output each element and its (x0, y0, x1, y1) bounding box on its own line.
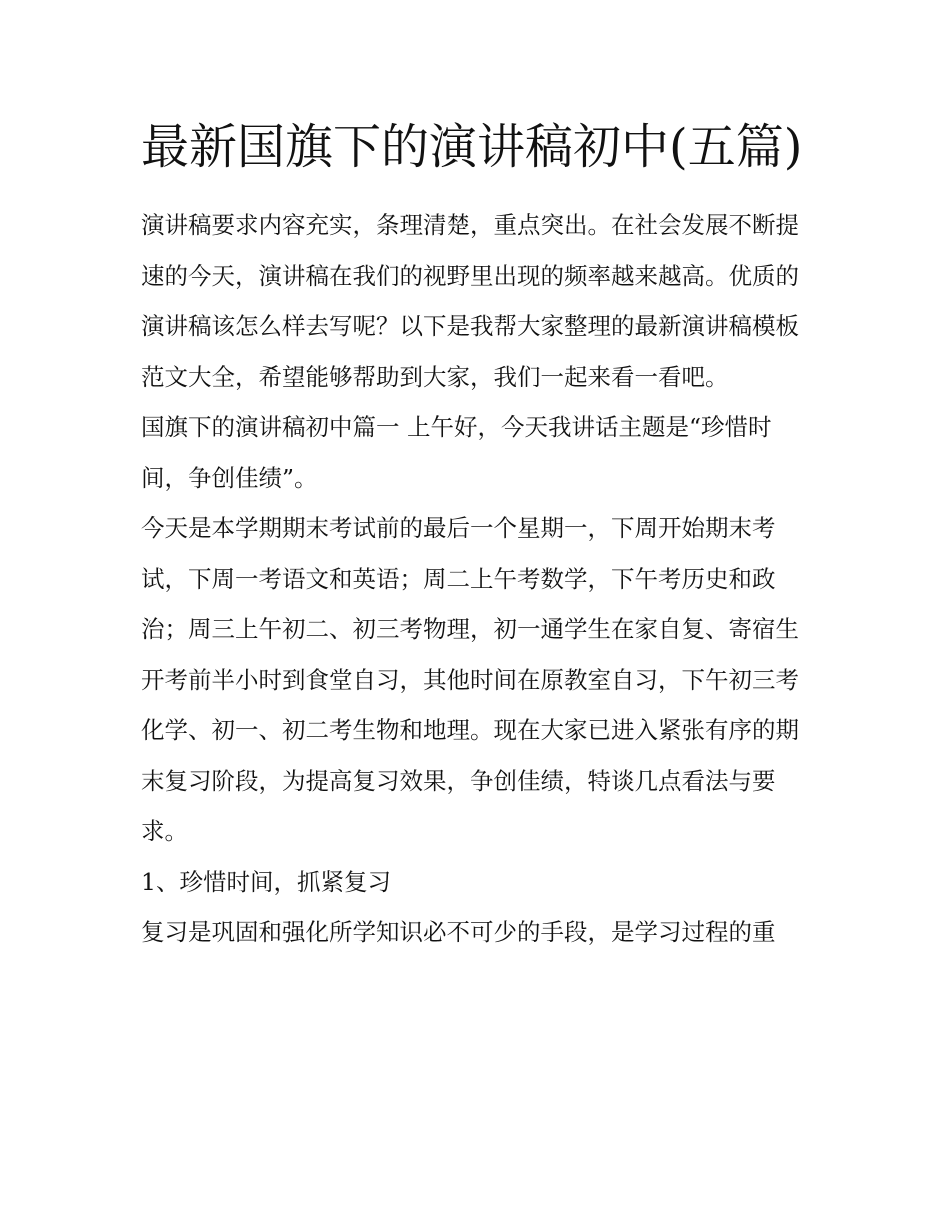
paragraph-speech-opening: 国旗下的演讲稿初中篇一 上午好，今天我讲话主题是“珍惜时间，争创佳绩”。 (141, 413, 772, 492)
paragraph-review: 复习是巩固和强化所学知识必不可少的手段，是学习过程的重 (141, 918, 776, 946)
paragraph-exam-schedule: 今天是本学期期末考试前的最后一个星期一，下周开始期末考试，下周一考语文和英语；周二上午考数学，下午考历史和政治；周三上午初二、初三考物理，初一通学生在家自复、寄宿生开考前半小时到食堂自习，其他时间在原教室自习，下午初三考化学、初一、初二考生物和地理。现在大家已进入紧张有序的期末复习阶段，为提高复习效果，争创佳绩，特谈几点看法与要求。 (141, 514, 799, 845)
section-heading-1: 1、珍惜时间，抓紧复习 (141, 867, 391, 896)
document-body (141, 112, 816, 958)
document-title: 最新国旗下的演讲稿初中(五篇) (141, 119, 803, 175)
paragraph-intro: 演讲稿要求内容充实，条理清楚，重点突出。在社会发展不断提速的今天，演讲稿在我们的视野里出现的频率越来越高。优质的演讲稿该怎么样去写呢？以下是我帮大家整理的最新演讲稿模板范文大全，希望能够帮助到大家，我们一起来看一看吧。 (141, 211, 799, 391)
